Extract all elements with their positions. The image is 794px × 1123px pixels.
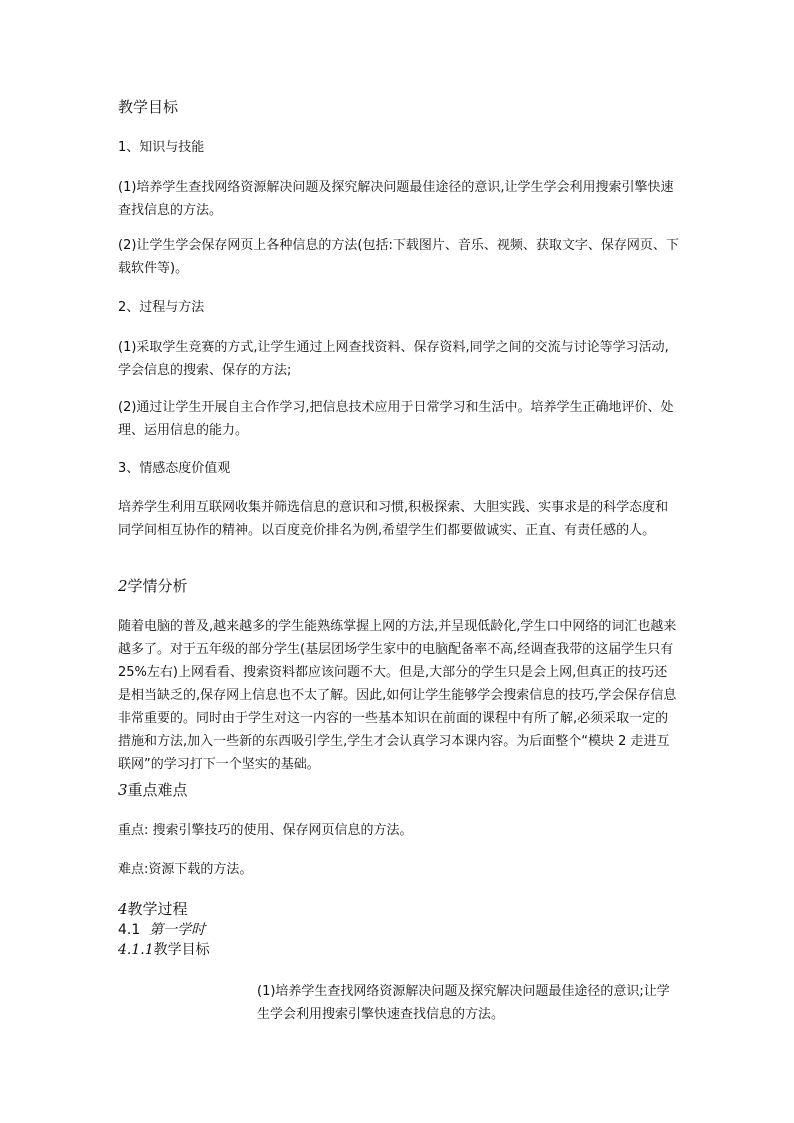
heading-teaching-objectives: 教学目标 bbox=[118, 98, 179, 116]
section-number: 4 bbox=[118, 900, 128, 918]
paragraph-key-point: 重点: 搜索引擎技巧的使用、保存网页信息的方法。 bbox=[118, 823, 413, 838]
heading-teaching-process bbox=[118, 898, 680, 920]
heading-attitudes-values: 3、情感态度价值观 bbox=[118, 461, 231, 476]
section-title: 学情分析 bbox=[127, 577, 188, 595]
heading-knowledge-skills: 1、知识与技能 bbox=[118, 140, 205, 155]
heading-learner-analysis bbox=[118, 575, 680, 597]
section-title: 教学过程 bbox=[127, 900, 188, 918]
section-title: 重点难点 bbox=[127, 781, 188, 799]
paragraph-attitudes: 培养学生利用互联网收集并筛选信息的意识和习惯,积极探索、大胆实践、实事求是的科学态度和同学间相互协作的精神。以百度竞价排名为例,希望学生们都要做诚实、正直、有责任感的人。 bbox=[118, 500, 669, 538]
heading-key-difficult-points bbox=[118, 779, 680, 801]
heading-lesson-objectives bbox=[118, 940, 210, 960]
paragraph-difficult-point: 难点:资源下载的方法。 bbox=[118, 862, 253, 877]
section-number: 3 bbox=[118, 781, 128, 799]
paragraph-learner-analysis: 随着电脑的普及,越来越多的学生能熟练掌握上网的方法,并呈现低龄化,学生口中网络的词汇也越来越多了。对于五年级的部分学生(基层团场学生家中的电脑配备率不高,经调查我带的这届学生只有 25%左右)上网看看、搜索资料都应该问题不大。但是,大部分的学生只是会上网,但真正的技巧还是相当缺乏的,保存网上信息也不太了解。因此,如何让学生能够学会搜索信息的技巧,学会保存信息非常重要的。同时由于学生对这一内容的一些基本知识在前面的课程中有所了解,必须采取一定的措施和方法,加入一些新的东西吸引学生,学生才会认真学习本课内容。为后面整个“模块 2 走进互联网”的学习打下一个坚实的基础。 bbox=[118, 619, 677, 772]
section-number: 4.1 bbox=[118, 922, 141, 938]
paragraph-knowledge-1: (1)培养学生查找网络资源解决问题及探究解决问题最佳途径的意识,让学生学会利用搜索引擎快速查找信息的方法。 bbox=[118, 180, 674, 218]
section-number: 2 bbox=[118, 577, 128, 595]
paragraph-process-2: (2)通过让学生开展自主合作学习,把信息技术应用于日常学习和生活中。培养学生正确地评价、处理、运用信息的能力。 bbox=[118, 400, 674, 438]
section-title: 教学目标 bbox=[153, 942, 210, 958]
section-title: 第一学时 bbox=[149, 922, 206, 938]
paragraph-lesson-objective-1: (1)培养学生查找网络资源解决问题及探究解决问题最佳途径的意识;让学生学会利用搜索引擎快速查找信息的方法。 bbox=[257, 984, 670, 1022]
section-number: 4.1.1 bbox=[118, 942, 154, 958]
heading-first-lesson bbox=[118, 920, 205, 940]
heading-process-methods: 2、过程与方法 bbox=[118, 300, 205, 315]
paragraph-knowledge-2: (2)让学生学会保存网页上各种信息的方法(包括:下载图片、音乐、视频、获取文字、保存网页、下载软件等)。 bbox=[118, 238, 679, 276]
paragraph-process-1: (1)采取学生竞赛的方式,让学生通过上网查找资料、保存资料,同学之间的交流与讨论等学习活动,学会信息的搜索、保存的方法; bbox=[118, 340, 669, 378]
